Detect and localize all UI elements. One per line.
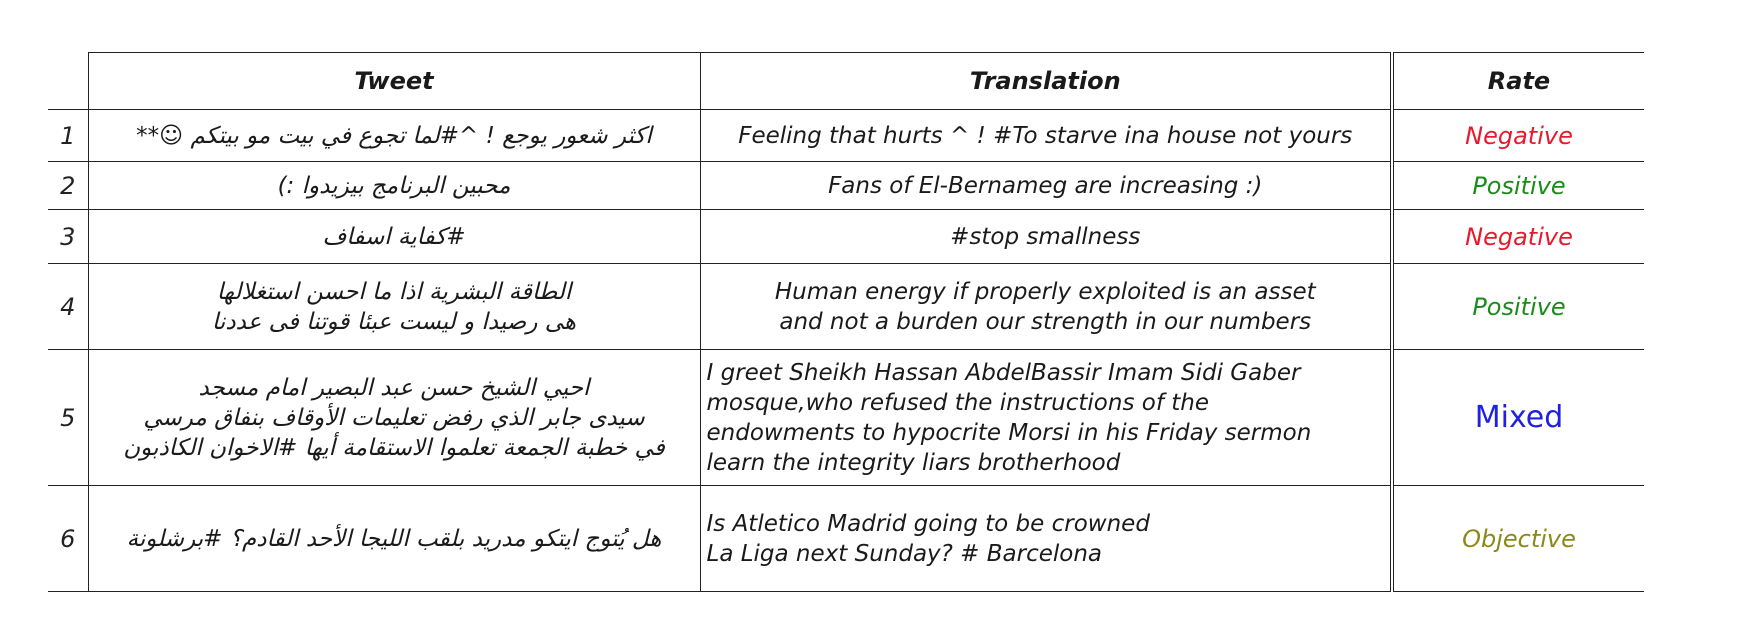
table-row xyxy=(48,162,1644,210)
rate-cell: Objective xyxy=(1392,486,1644,592)
table-row xyxy=(48,264,1644,350)
rate-header: Rate xyxy=(1392,53,1644,110)
rate-cell: Positive xyxy=(1392,162,1644,210)
row-index: 3 xyxy=(48,210,88,264)
row-index: 2 xyxy=(48,162,88,210)
translation-cell: #stop smallness xyxy=(700,210,1392,264)
tweet-cell: هل يُتوج ايتكو مدريد بلقب الليجا الأحد القادم؟ #برشلونة xyxy=(88,486,700,592)
tweet-cell: احيي الشيخ حسن عبد البصير امام مسجد سيدى جابر الذي رفض تعليمات الأوقاف بنفاق مرسي في خطبة الجمعة تعلموا الاستقامة أيها #الاخوان الكاذبون xyxy=(88,350,700,486)
tweet-cell: اكثر شعور يوجع ! ^#لما تجوع في بيت مو بيتكم ☺** xyxy=(88,110,700,162)
translation-cell: I greet Sheikh Hassan AbdelBassir Imam Sidi Gaber mosque,who refused the instructions of the endowments to hypocrite Morsi in his Friday sermon learn the integrity liars brotherhood xyxy=(700,350,1392,486)
tweet-cell: محبين البرنامج بيزيدوا :) xyxy=(88,162,700,210)
sentiment-table xyxy=(48,52,1644,592)
translation-cell: Human energy if properly exploited is an asset and not a burden our strength in our numbers xyxy=(700,264,1392,350)
row-index: 5 xyxy=(48,350,88,486)
tweet-header: Tweet xyxy=(88,53,700,110)
rate-cell: Negative xyxy=(1392,110,1644,162)
table-row xyxy=(48,486,1644,592)
header-row xyxy=(48,53,1644,110)
row-index: 6 xyxy=(48,486,88,592)
tweet-cell: #كفاية اسفاف xyxy=(88,210,700,264)
translation-cell: Fans of El-Bernameg are increasing :) xyxy=(700,162,1392,210)
sentiment-table-container xyxy=(48,52,1644,592)
translation-header: Translation xyxy=(700,53,1392,110)
translation-cell: Feeling that hurts ^ ! #To starve ina house not yours xyxy=(700,110,1392,162)
rate-cell: Positive xyxy=(1392,264,1644,350)
row-index: 1 xyxy=(48,110,88,162)
index-header xyxy=(48,53,88,110)
table-row xyxy=(48,210,1644,264)
translation-cell: Is Atletico Madrid going to be crowned La Liga next Sunday? # Barcelona xyxy=(700,486,1392,592)
table-row xyxy=(48,350,1644,486)
row-index: 4 xyxy=(48,264,88,350)
rate-cell: Mixed xyxy=(1392,350,1644,486)
rate-cell: Negative xyxy=(1392,210,1644,264)
tweet-cell: الطاقة البشرية اذا ما احسن استغلالها هى رصيدا و ليست عبئا قوتنا فى عددنا xyxy=(88,264,700,350)
table-row xyxy=(48,110,1644,162)
